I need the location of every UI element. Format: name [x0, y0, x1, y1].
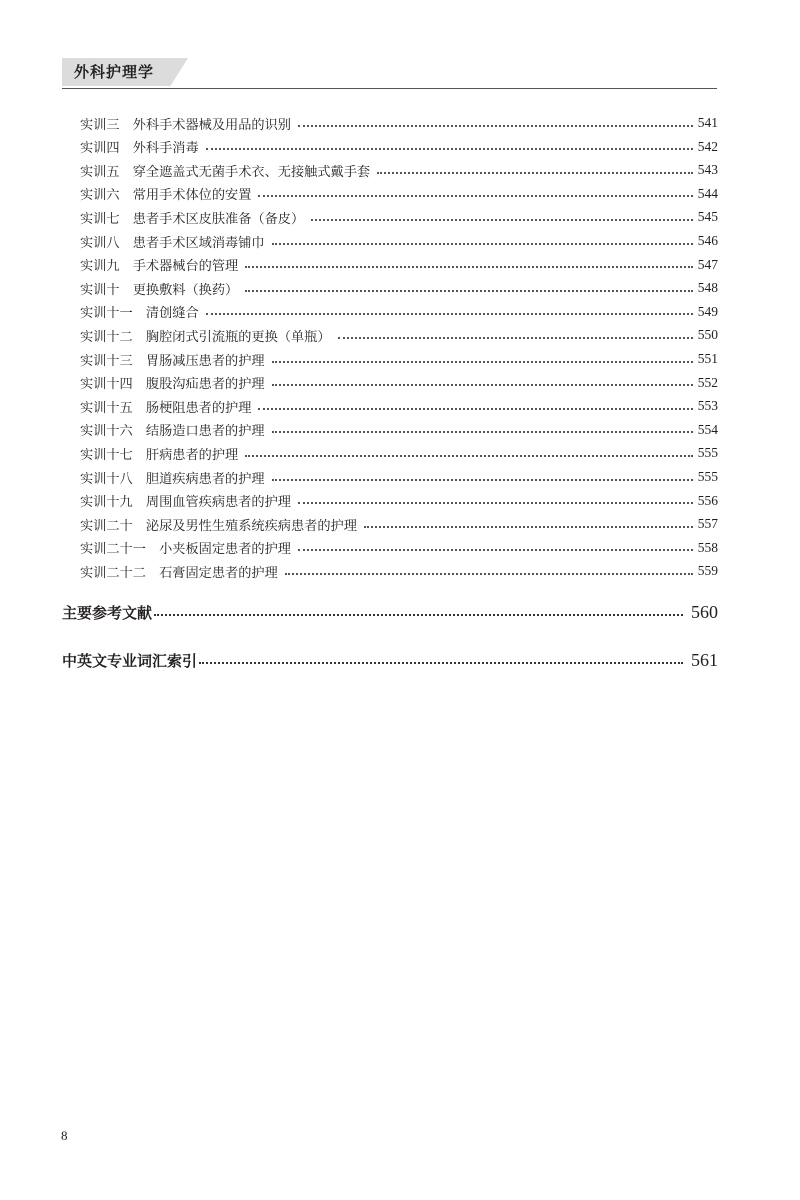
dot-leader: [206, 312, 693, 315]
dot-leader: [258, 194, 692, 197]
toc-entry[interactable]: [80, 160, 718, 180]
toc-main-entry-page: 561: [691, 649, 718, 670]
toc-entry-label: 实训十五 肠梗阻患者的护理: [80, 400, 252, 416]
toc-entry[interactable]: [80, 561, 718, 581]
toc-entry-page: 551: [697, 351, 718, 366]
dot-leader: [272, 478, 693, 481]
toc-entry-label: 实训二十二 石膏固定患者的护理: [80, 565, 278, 581]
toc-entry-page: 555: [697, 469, 718, 484]
toc-entry[interactable]: [80, 207, 718, 227]
dot-leader: [338, 336, 693, 339]
toc-entry-page: 548: [697, 280, 718, 296]
toc-entry[interactable]: [80, 278, 718, 298]
toc-entry-label: 实训十三 胃肠减压患者的护理: [80, 353, 265, 369]
dot-leader: [154, 613, 683, 616]
toc-entry-label: 实训十二 胸腔闭式引流瓶的更换（单瓶）: [80, 329, 331, 345]
dot-leader: [377, 171, 693, 174]
toc-main-entry[interactable]: [62, 600, 718, 624]
toc-entry-label: 实训九 手术器械台的管理: [80, 259, 239, 275]
dot-leader: [272, 383, 693, 386]
toc-entry-label: 实训十四 腹股沟疝患者的护理: [80, 377, 265, 393]
toc-entry[interactable]: [80, 113, 718, 133]
running-header: [62, 56, 717, 89]
toc-entry-page: 557: [697, 516, 718, 532]
toc-entry-label: 实训十六 结肠造口患者的护理: [80, 424, 265, 440]
toc-entry-page: 553: [697, 398, 718, 414]
book-title: 外科护理学: [74, 63, 155, 81]
toc-entry-label: 实训七 患者手术区皮肤准备（备皮）: [80, 211, 305, 227]
dot-leader: [272, 360, 693, 363]
toc-entry-page: 550: [697, 327, 718, 343]
page-number: 8: [61, 1128, 68, 1143]
toc-entry-label: 实训十一 清创缝合: [80, 306, 199, 322]
toc-main-entry[interactable]: [62, 648, 718, 672]
toc-entry[interactable]: [80, 184, 718, 204]
toc-entry[interactable]: [80, 255, 718, 275]
toc-main-entry-label: 中英文专业词汇索引: [62, 651, 198, 670]
toc-entry[interactable]: [80, 443, 718, 463]
toc-entry[interactable]: [80, 302, 718, 322]
dot-leader: [364, 525, 693, 528]
dot-leader: [272, 242, 693, 245]
toc-entry-label: 实训十七 肝病患者的护理: [80, 447, 239, 463]
toc-entry-label: 实训十八 胆道疾病患者的护理: [80, 471, 265, 487]
toc-entry[interactable]: [80, 349, 718, 369]
toc-entry-label: 实训二十一 小夹板固定患者的护理: [80, 542, 291, 558]
toc-entry-label: 实训二十 泌尿及男性生殖系统疾病患者的护理: [80, 518, 357, 534]
toc-entry[interactable]: [80, 325, 718, 345]
toc-entry-page: 558: [697, 539, 718, 555]
toc-entry-page: 545: [697, 209, 718, 225]
toc-entry-page: 552: [697, 374, 718, 390]
toc-entry-label: 实训四 外科手消毒: [80, 141, 199, 157]
dot-leader: [245, 454, 693, 457]
toc-entry[interactable]: [80, 373, 718, 393]
toc-entry-page: 542: [697, 138, 718, 154]
toc-entry[interactable]: [80, 137, 718, 157]
toc-entry[interactable]: [80, 231, 718, 251]
toc-entry-page: 547: [697, 256, 718, 272]
toc-entry-page: 554: [697, 421, 718, 437]
toc-entry-label: 实训六 常用手术体位的安置: [80, 188, 252, 204]
toc-entry-page: 546: [697, 233, 718, 248]
toc-entry-page: 556: [697, 492, 718, 508]
toc-entry[interactable]: [80, 514, 718, 534]
toc-entry-label: 实训十九 周围血管疾病患者的护理: [80, 495, 291, 511]
dot-leader: [285, 572, 693, 575]
dot-leader: [206, 147, 693, 150]
toc-entry-page: 544: [697, 185, 718, 201]
toc-main-entry-label: 主要参考文献: [62, 603, 153, 622]
dot-leader: [245, 265, 693, 268]
toc-main-entry-page: 560: [691, 601, 718, 622]
toc-entry[interactable]: [80, 538, 718, 558]
dot-leader: [245, 289, 693, 292]
toc-entry-label: 实训八 患者手术区域消毒铺巾: [80, 235, 265, 251]
dot-leader: [298, 124, 693, 127]
toc-entry-label: 实训五 穿全遮盖式无菌手术衣、无接触式戴手套: [80, 164, 371, 180]
toc-entry-label: 实训三 外科手术器械及用品的识别: [80, 117, 291, 133]
toc-entry[interactable]: [80, 396, 718, 416]
toc-entry[interactable]: [80, 491, 718, 511]
dot-leader: [311, 218, 693, 221]
toc-entry-label: 实训十 更换敷料（换药）: [80, 282, 239, 298]
toc-entry[interactable]: [80, 467, 718, 487]
toc-entry-page: 559: [697, 563, 718, 579]
toc-entry-page: 543: [697, 162, 718, 178]
toc-entry-page: 549: [697, 303, 718, 319]
toc-entry-page: 541: [697, 115, 718, 130]
dot-leader: [199, 661, 683, 664]
dot-leader: [298, 548, 693, 551]
dot-leader: [258, 407, 692, 410]
dot-leader: [298, 501, 693, 504]
dot-leader: [272, 430, 693, 433]
toc-entry[interactable]: [80, 420, 718, 440]
toc-entry-page: 555: [697, 445, 718, 461]
